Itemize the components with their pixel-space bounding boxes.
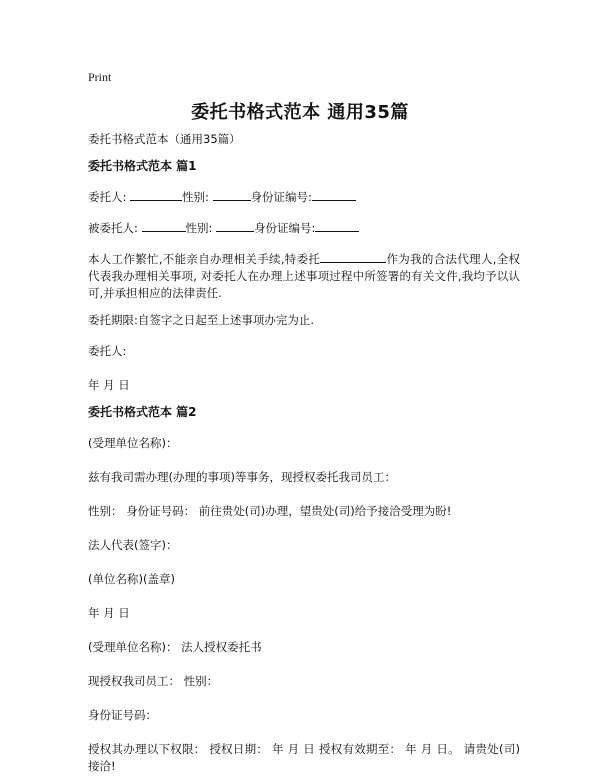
agent-gender-label: 性别: [185,221,213,235]
principal-line [88,189,520,206]
body-part1: 本人工作繁忙,不能亲自办理相关手续,特委托 [88,252,321,266]
intro-line: 委托书格式范本（通用35篇） [88,132,241,146]
s2-line-1: (受理单位名称)： [88,436,178,450]
principal-name-blank [130,189,182,201]
s2-line-6: 年 月 日 [88,606,130,620]
principal-id-label: 身份证编号: [250,190,312,204]
delegate-blank [320,251,386,263]
period-line: 委托期限:自签字之日起至上述事项办完为止. [88,313,315,327]
s2-line-2: 兹有我司需办理(办理的事项)等事务，现授权委托我司员工： [88,470,396,484]
principal-label: 委托人: [88,190,127,204]
s2-line-4: 法人代表(签字)： [88,538,178,552]
agent-id-blank [315,220,359,232]
agent-line [88,220,520,237]
s2-line-9: 身份证号码： [88,708,157,722]
agent-label: 被委托人: [88,221,138,235]
s2-line-5: (单位名称)(盖章) [88,572,175,586]
document-body [88,131,520,775]
principal-gender-blank [213,189,251,201]
principal-gender-label: 性别: [182,190,209,204]
body-part2: 作为我的合法代理人,全权代表我办理相关事项, 对委托人在办理上述事项过程中所签署的有关文件,我均予以认可,并承担相应的法律责任. [88,252,521,300]
date-line: 年 月 日 [88,378,130,392]
section1-heading: 委托书格式范本 篇1 [88,159,197,173]
s2-line-3: 性别： 身份证号码： 前往贵处(司)办理，望贵处(司)给予接洽受理为盼! [88,504,452,518]
section2-heading: 委托书格式范本 篇2 [88,405,197,419]
principal-id-blank [312,189,356,201]
agent-gender-blank [216,220,254,232]
s2-line-7: (受理单位名称)： 法人授权委托书 [88,640,262,654]
s2-line-10: 授权其办理以下权限： 授权日期： 年 月 日 授权有效期至： 年 月 日。 请贵处(司)接洽! [88,742,520,773]
s2-line-8: 现授权我司员工： 性别： [88,674,219,688]
section1-body [88,251,520,302]
document-title: 委托书格式范本 通用35篇 [191,102,409,123]
print-label[interactable]: Print [88,70,112,84]
agent-id-label: 身份证编号: [254,221,316,235]
signature-line: 委托人: [88,344,127,358]
agent-name-blank [142,220,186,232]
